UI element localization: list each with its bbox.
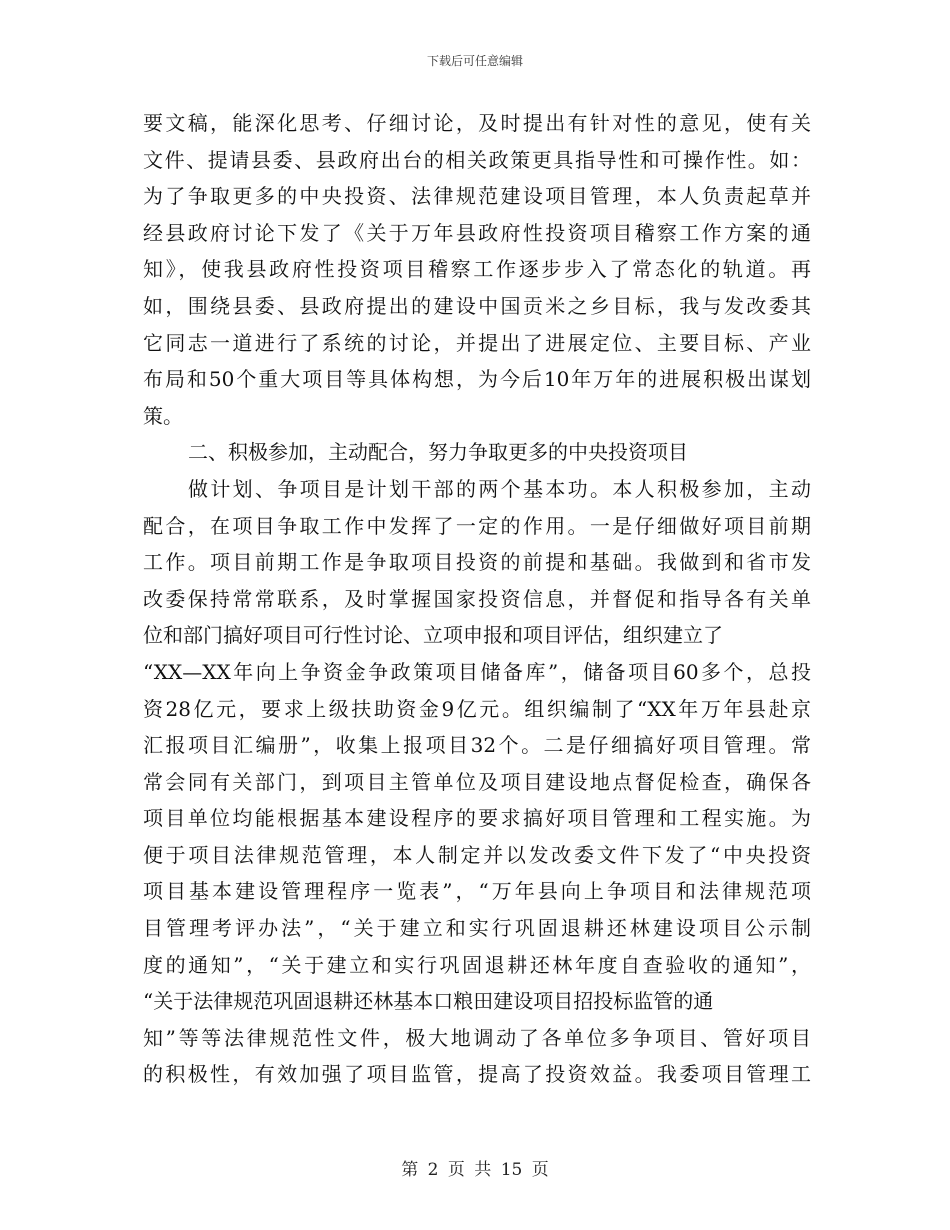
body-line-18: 汇报项目汇编册”，收集上报项目32个。二是仔细搞好项目管理。常 [143, 733, 811, 758]
section-heading: 二、积极参加，主动配合，努力争取更多的中央投资项目 [188, 440, 688, 465]
body-line-25: “关于法律规范巩固退耕还林基本口粮田建设项目招投标监管的通 [143, 989, 714, 1014]
page-header: 下载后可任意编辑 [426, 54, 523, 68]
body-line-3: 为了争取更多的中央投资、法律规范建设项目管理，本人负责起草并 [143, 184, 811, 209]
body-line-8: 布局和50个重大项目等具体构想，为今后10年万年的进展积极出谋划 [143, 367, 811, 392]
body-line-26: 知”等等法律规范性文件，极大地调动了各单位多争项目、管好项目 [143, 1025, 811, 1050]
body-line-16: “XX—XX年向上争资金争政策项目储备库”，储备项目60多个，总投 [143, 659, 811, 684]
body-line-20: 项目单位均能根据基本建设程序的要求搞好项目管理和工程实施。为 [143, 806, 811, 831]
body-line-1: 要文稿，能深化思考、仔细讨论，及时提出有针对性的意见，使有关 [143, 111, 811, 135]
body-line-4: 经县政府讨论下发了《关于万年县政府性投资项目稽察工作方案的通 [143, 220, 811, 245]
document-body [143, 105, 811, 1093]
body-line-12: 配合，在项目争取工作中发挥了一定的作用。一是仔细做好项目前期 [143, 513, 811, 538]
body-line-15: 位和部门搞好项目可行性讨论、立项申报和项目评估，组织建立了 [143, 623, 723, 648]
body-line-23: 目管理考评办法”，“关于建立和实行巩固退耕还林建设项目公示制 [143, 916, 811, 941]
body-line-21: 便于项目法律规范管理，本人制定并以发改委文件下发了“中央投资 [143, 842, 811, 867]
body-line-14: 改委保持常常联系，及时掌握国家投资信息，并督促和指导各有关单 [143, 586, 811, 611]
body-line-2: 文件、提请县委、县政府出台的相关政策更具指导性和可操作性。如： [143, 147, 811, 172]
body-line-19: 常会同有关部门，到项目主管单位及项目建设地点督促检查，确保各 [143, 769, 811, 794]
body-line-7: 它同志一道进行了系统的讨论，并提出了进展定位、主要目标、产业 [143, 330, 811, 355]
body-line-17: 资28亿元，要求上级扶助资金9亿元。组织编制了“XX年万年县赴京 [143, 696, 811, 721]
body-line-24: 度的通知”，“关于建立和实行巩固退耕还林年度自查验收的通知”， [143, 952, 811, 977]
body-line-27: 的积极性，有效加强了项目监管，提高了投资效益。我委项目管理工 [143, 1062, 811, 1087]
body-line-11: 做计划、争项目是计划干部的两个基本功。本人积极参加，主动 [188, 476, 811, 501]
body-line-22: 项目基本建设管理程序一览表”，“万年县向上争项目和法律规范项 [143, 879, 811, 904]
body-line-9: 策。 [143, 403, 183, 428]
body-line-6: 如，围绕县委、县政府提出的建设中国贡米之乡目标，我与发改委其 [143, 293, 811, 318]
body-line-13: 工作。项目前期工作是争取项目投资的前提和基础。我做到和省市发 [143, 550, 811, 575]
body-line-5: 知》，使我县政府性投资项目稽察工作逐步步入了常态化的轨道。再 [143, 257, 811, 282]
page-footer: 第 2 页 共 15 页 [401, 1160, 549, 1180]
